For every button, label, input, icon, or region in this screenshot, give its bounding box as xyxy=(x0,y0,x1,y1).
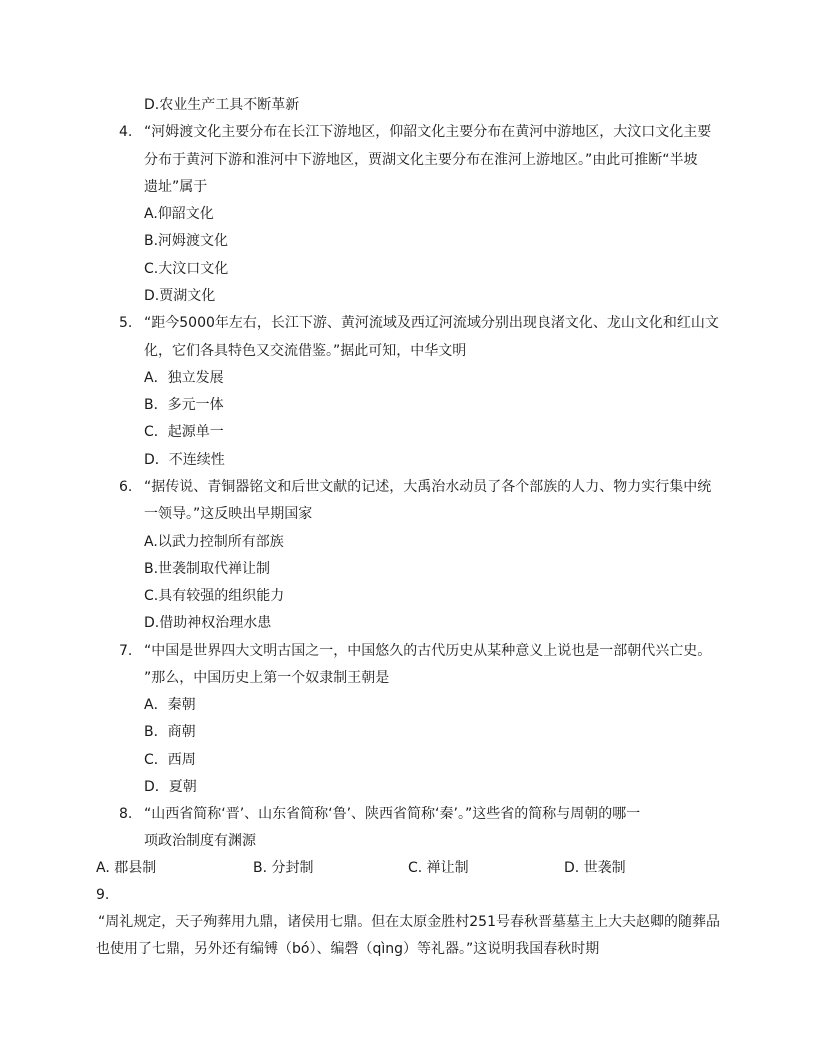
q7-number: 7. xyxy=(119,643,133,659)
q6-option-b: B.世袭制取代禅让制 xyxy=(144,561,271,577)
q7-option-b: B．商朝 xyxy=(144,724,196,740)
q8-stem-line-1: “山西省简称‘晋’、山东省简称‘鲁’、陕西省简称‘秦’。”这些省的简称与周朝的哪一 xyxy=(144,806,641,822)
q8-option-d: D. 世袭制 xyxy=(564,860,626,876)
q4-option-b: B.河姆渡文化 xyxy=(144,233,229,249)
q5-number: 5. xyxy=(119,315,133,331)
q6-stem-line-1: “据传说、青铜器铭文和后世文献的记述，大禹治水动员了各个部族的人力、物力实行集中统 xyxy=(144,479,712,495)
q8-option-b: B. 分封制 xyxy=(253,860,314,876)
q9-stem-line-1: “周礼规定，天子殉葬用九鼎，诸侯用七鼎。但在太原金胜村251号春秋晋墓墓主上大夫赵卿的随葬品 xyxy=(98,914,720,930)
q4-stem-line-2: 分布于黄河下游和淮河中下游地区，贾湖文化主要分布在淮河上游地区。”由此可推断“半坡 xyxy=(144,152,698,168)
q8-option-a: A. 郡县制 xyxy=(96,860,157,876)
q7-option-d: D．夏朝 xyxy=(144,779,197,795)
q6-stem-line-2: 一领导。”这反映出早期国家 xyxy=(144,506,313,522)
q7-stem-line-2: ”那么，中国历史上第一个奴隶制王朝是 xyxy=(144,670,390,686)
q9-number: 9. xyxy=(96,887,110,903)
q4-option-a: A.仰韶文化 xyxy=(144,206,214,222)
q6-number: 6. xyxy=(119,479,133,495)
q4-option-d: D.贾湖文化 xyxy=(144,288,216,304)
q5-stem-line-1: “距今5000年左右，长江下游、黄河流域及西辽河流域分别出现良渚文化、龙山文化和红山文 xyxy=(144,315,719,331)
q5-stem-line-2: 化，它们各具特色又交流借鉴。”据此可知，中华文明 xyxy=(144,343,467,359)
q4-stem-line-1: “河姆渡文化主要分布在长江下游地区，仰韶文化主要分布在黄河中游地区，大汶口文化主要 xyxy=(144,124,712,140)
q6-option-d: D.借助神权治理水患 xyxy=(144,615,272,631)
q5-option-a: A．独立发展 xyxy=(144,370,224,386)
q4-number: 4. xyxy=(119,124,133,140)
q4-stem-line-3: 遗址”属于 xyxy=(144,179,208,195)
q7-option-a: A．秦朝 xyxy=(144,697,196,713)
q8-stem-line-2: 项政治制度有渊源 xyxy=(144,833,256,849)
q4-option-c: C.大汶口文化 xyxy=(144,261,229,277)
q6-option-c: C.具有较强的组织能力 xyxy=(144,588,285,604)
q5-option-b: B．多元一体 xyxy=(144,397,224,413)
q8-number: 8. xyxy=(119,806,133,822)
q5-option-d: D．不连续性 xyxy=(144,452,225,468)
q6-option-a: A.以武力控制所有部族 xyxy=(144,534,284,550)
q7-stem-line-1: “中国是世界四大文明古国之一，中国悠久的古代历史从某种意义上说也是一部朝代兴亡史。 xyxy=(144,643,712,659)
q3-option-d: D.农业生产工具不断革新 xyxy=(144,97,300,113)
q9-stem-line-2: 也使用了七鼎，另外还有编镈（bó）、编磬（qìng）等礼器。”这说明我国春秋时期 xyxy=(96,941,600,957)
q8-option-c: C. 禅让制 xyxy=(408,860,469,876)
q5-option-c: C．起源单一 xyxy=(144,424,224,440)
q7-option-c: C．西周 xyxy=(144,752,196,768)
